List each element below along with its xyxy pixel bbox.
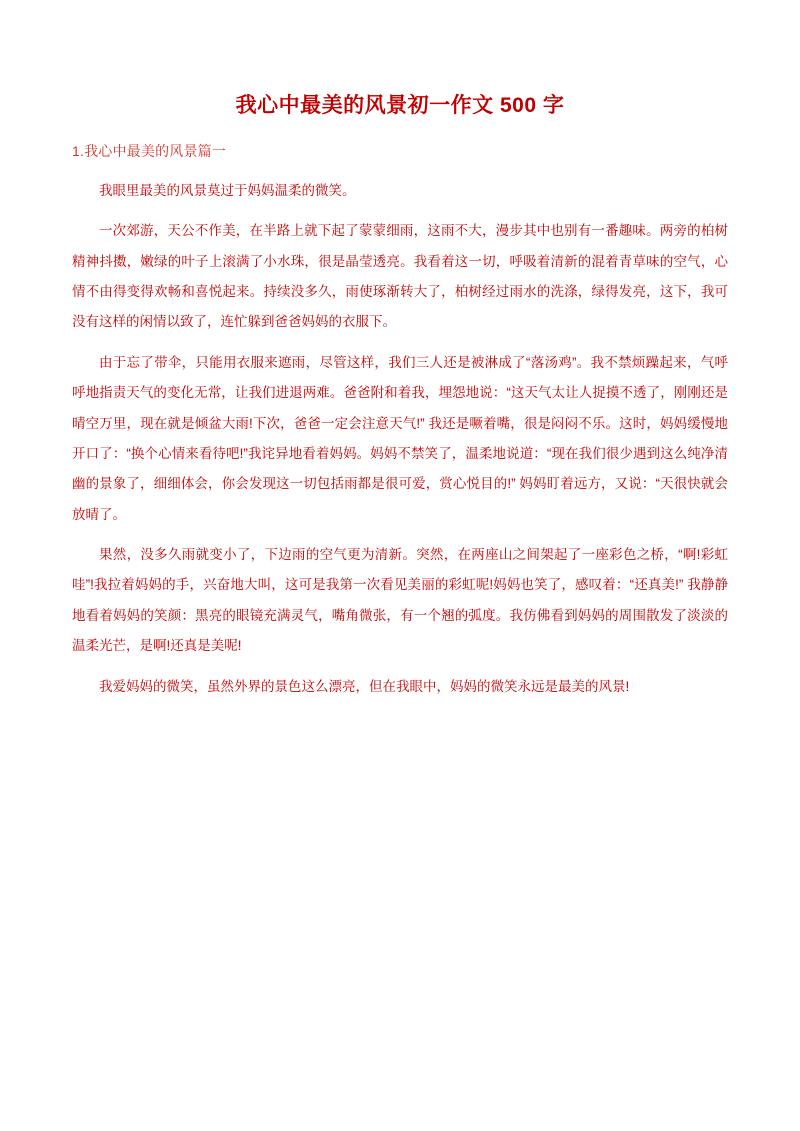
body-paragraph: 果然，没多久雨就变小了，下边雨的空气更为清新。突然，在两座山之间架起了一座彩色之桥，“啊!彩虹哇”!我拉着妈妈的手，兴奋地大叫，这可是我第一次看见美丽的彩虹呢!妈妈也笑了，感叹着：“还真美!” 我静静地看着妈妈的笑颜：黑亮的眼镜充满灵气，嘴角微张，有一个翘的弧度。我仿佛看到妈妈的周围散发了淡淡的温柔光芒，是啊!还真是美呢! (72, 547, 728, 654)
body-paragraph: 我眼里最美的风景莫过于妈妈温柔的微笑。 (99, 182, 356, 198)
body-paragraph: 一次郊游，天公不作美，在半路上就下起了蒙蒙细雨，这雨不大，漫步其中也别有一番趣味。两旁的柏树精神抖擞，嫩绿的叶子上滚满了小水珠，很是晶莹透亮。我看着这一切，呼吸着清新的混着青草味的空气，心情不由得变得欢畅和喜悦起来。持续没多久，雨使琢渐转大了，柏树经过雨水的洗涤，绿得发亮，这下，我可没有这样的闲情以致了，连忙躲到爸爸妈妈的衣服下。 (72, 223, 728, 330)
body-paragraph: 由于忘了带伞，只能用衣服来遮雨，尽管这样，我们三人还是被淋成了“落汤鸡”。我不禁烦躁起来，气呼呼地指责天气的变化无常，让我们进退两难。爸爸附和着我，埋怨地说：“这天气太让人捉摸不透了，刚刚还是晴空万里，现在就是倾盆大雨!下次，爸爸一定会注意天气!” 我还是噘着嘴，很是闷闷不乐。这时，妈妈缓慢地开口了：“换个心情来看待吧!”我诧异地看着妈妈。妈妈不禁笑了，温柔地说道：“现在我们很少遇到这么纯净清幽的景象了，细细体会，你会发现这一切包括雨都是很可爱，赏心悦目的!” 妈妈盯着远方，又说：“天很快就会放晴了。 (72, 354, 728, 522)
body-paragraph: 我爱妈妈的微笑，虽然外界的景色这么漂亮，但在我眼中，妈妈的微笑永远是最美的风景! (99, 678, 630, 694)
section-heading: 1.我心中最美的风景篇一 (72, 142, 227, 159)
page-title: 我心中最美的风景初一作文 500 字 (235, 94, 565, 117)
